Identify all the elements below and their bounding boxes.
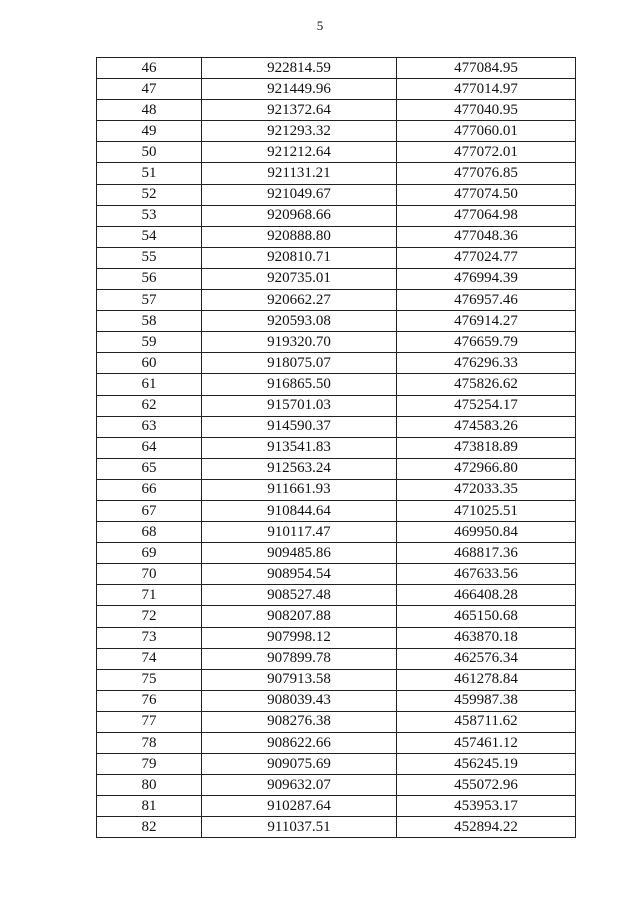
y-coordinate-cell: 476957.46 [397, 290, 576, 311]
table-row [97, 437, 576, 458]
coordinates-table [96, 57, 576, 838]
y-coordinate-cell: 477024.77 [397, 247, 576, 268]
x-coordinate-cell: 921372.64 [202, 100, 397, 121]
x-coordinate-cell: 920888.80 [202, 226, 397, 247]
coordinates-table-body [97, 58, 576, 838]
y-coordinate-cell: 463870.18 [397, 627, 576, 648]
table-row [97, 163, 576, 184]
table-row [97, 690, 576, 711]
table-row [97, 458, 576, 479]
point-number-cell: 73 [97, 627, 202, 648]
x-coordinate-cell: 920735.01 [202, 268, 397, 289]
point-number-cell: 48 [97, 100, 202, 121]
table-row [97, 754, 576, 775]
table-row [97, 543, 576, 564]
point-number-cell: 52 [97, 184, 202, 205]
x-coordinate-cell: 908622.66 [202, 733, 397, 754]
x-coordinate-cell: 907998.12 [202, 627, 397, 648]
table-row [97, 142, 576, 163]
point-number-cell: 47 [97, 79, 202, 100]
point-number-cell: 69 [97, 543, 202, 564]
x-coordinate-cell: 910117.47 [202, 522, 397, 543]
x-coordinate-cell: 909075.69 [202, 754, 397, 775]
y-coordinate-cell: 477048.36 [397, 226, 576, 247]
point-number-cell: 74 [97, 648, 202, 669]
x-coordinate-cell: 910287.64 [202, 796, 397, 817]
x-coordinate-cell: 908039.43 [202, 690, 397, 711]
x-coordinate-cell: 910844.64 [202, 500, 397, 521]
table-row [97, 669, 576, 690]
table-row [97, 817, 576, 838]
point-number-cell: 54 [97, 226, 202, 247]
point-number-cell: 63 [97, 416, 202, 437]
y-coordinate-cell: 476914.27 [397, 311, 576, 332]
y-coordinate-cell: 474583.26 [397, 416, 576, 437]
table-row [97, 100, 576, 121]
x-coordinate-cell: 908954.54 [202, 564, 397, 585]
x-coordinate-cell: 913541.83 [202, 437, 397, 458]
y-coordinate-cell: 472966.80 [397, 458, 576, 479]
y-coordinate-cell: 469950.84 [397, 522, 576, 543]
x-coordinate-cell: 912563.24 [202, 458, 397, 479]
table-row [97, 416, 576, 437]
y-coordinate-cell: 477074.50 [397, 184, 576, 205]
y-coordinate-cell: 459987.38 [397, 690, 576, 711]
table-row [97, 796, 576, 817]
table-row [97, 290, 576, 311]
y-coordinate-cell: 461278.84 [397, 669, 576, 690]
table-row [97, 79, 576, 100]
table-row [97, 395, 576, 416]
x-coordinate-cell: 920593.08 [202, 311, 397, 332]
y-coordinate-cell: 473818.89 [397, 437, 576, 458]
point-number-cell: 50 [97, 142, 202, 163]
x-coordinate-cell: 908527.48 [202, 585, 397, 606]
point-number-cell: 49 [97, 121, 202, 142]
y-coordinate-cell: 467633.56 [397, 564, 576, 585]
table-row [97, 627, 576, 648]
x-coordinate-cell: 908276.38 [202, 711, 397, 732]
table-row [97, 606, 576, 627]
table-row [97, 226, 576, 247]
y-coordinate-cell: 455072.96 [397, 775, 576, 796]
x-coordinate-cell: 908207.88 [202, 606, 397, 627]
point-number-cell: 77 [97, 711, 202, 732]
point-number-cell: 56 [97, 268, 202, 289]
table-row [97, 585, 576, 606]
x-coordinate-cell: 921131.21 [202, 163, 397, 184]
page-number: 5 [316, 18, 324, 33]
y-coordinate-cell: 453953.17 [397, 796, 576, 817]
point-number-cell: 76 [97, 690, 202, 711]
table-row [97, 775, 576, 796]
x-coordinate-cell: 919320.70 [202, 332, 397, 353]
table-row [97, 500, 576, 521]
table-row [97, 733, 576, 754]
x-coordinate-cell: 922814.59 [202, 58, 397, 79]
point-number-cell: 79 [97, 754, 202, 775]
point-number-cell: 58 [97, 311, 202, 332]
x-coordinate-cell: 909632.07 [202, 775, 397, 796]
point-number-cell: 55 [97, 247, 202, 268]
point-number-cell: 64 [97, 437, 202, 458]
point-number-cell: 78 [97, 733, 202, 754]
point-number-cell: 61 [97, 374, 202, 395]
table-row [97, 121, 576, 142]
y-coordinate-cell: 475254.17 [397, 395, 576, 416]
x-coordinate-cell: 916865.50 [202, 374, 397, 395]
point-number-cell: 59 [97, 332, 202, 353]
y-coordinate-cell: 476296.33 [397, 353, 576, 374]
y-coordinate-cell: 471025.51 [397, 500, 576, 521]
point-number-cell: 71 [97, 585, 202, 606]
point-number-cell: 68 [97, 522, 202, 543]
y-coordinate-cell: 477084.95 [397, 58, 576, 79]
y-coordinate-cell: 465150.68 [397, 606, 576, 627]
x-coordinate-cell: 911037.51 [202, 817, 397, 838]
y-coordinate-cell: 477060.01 [397, 121, 576, 142]
x-coordinate-cell: 921449.96 [202, 79, 397, 100]
point-number-cell: 81 [97, 796, 202, 817]
x-coordinate-cell: 921212.64 [202, 142, 397, 163]
point-number-cell: 62 [97, 395, 202, 416]
point-number-cell: 51 [97, 163, 202, 184]
y-coordinate-cell: 466408.28 [397, 585, 576, 606]
table-row [97, 648, 576, 669]
y-coordinate-cell: 472033.35 [397, 479, 576, 500]
table-row [97, 184, 576, 205]
table-row [97, 522, 576, 543]
x-coordinate-cell: 918075.07 [202, 353, 397, 374]
table-row [97, 247, 576, 268]
y-coordinate-cell: 458711.62 [397, 711, 576, 732]
x-coordinate-cell: 915701.03 [202, 395, 397, 416]
y-coordinate-cell: 477040.95 [397, 100, 576, 121]
table-row [97, 268, 576, 289]
point-number-cell: 65 [97, 458, 202, 479]
table-row [97, 58, 576, 79]
table-row [97, 711, 576, 732]
y-coordinate-cell: 475826.62 [397, 374, 576, 395]
y-coordinate-cell: 468817.36 [397, 543, 576, 564]
y-coordinate-cell: 452894.22 [397, 817, 576, 838]
x-coordinate-cell: 921293.32 [202, 121, 397, 142]
x-coordinate-cell: 921049.67 [202, 184, 397, 205]
table-row [97, 353, 576, 374]
point-number-cell: 75 [97, 669, 202, 690]
x-coordinate-cell: 920968.66 [202, 205, 397, 226]
point-number-cell: 46 [97, 58, 202, 79]
point-number-cell: 72 [97, 606, 202, 627]
y-coordinate-cell: 476659.79 [397, 332, 576, 353]
y-coordinate-cell: 476994.39 [397, 268, 576, 289]
point-number-cell: 57 [97, 290, 202, 311]
y-coordinate-cell: 477072.01 [397, 142, 576, 163]
y-coordinate-cell: 462576.34 [397, 648, 576, 669]
x-coordinate-cell: 914590.37 [202, 416, 397, 437]
x-coordinate-cell: 911661.93 [202, 479, 397, 500]
table-row [97, 311, 576, 332]
x-coordinate-cell: 920810.71 [202, 247, 397, 268]
y-coordinate-cell: 456245.19 [397, 754, 576, 775]
table-row [97, 205, 576, 226]
x-coordinate-cell: 909485.86 [202, 543, 397, 564]
y-coordinate-cell: 457461.12 [397, 733, 576, 754]
x-coordinate-cell: 920662.27 [202, 290, 397, 311]
y-coordinate-cell: 477064.98 [397, 205, 576, 226]
y-coordinate-cell: 477014.97 [397, 79, 576, 100]
point-number-cell: 70 [97, 564, 202, 585]
x-coordinate-cell: 907913.58 [202, 669, 397, 690]
table-row [97, 564, 576, 585]
point-number-cell: 67 [97, 500, 202, 521]
point-number-cell: 53 [97, 205, 202, 226]
point-number-cell: 60 [97, 353, 202, 374]
table-row [97, 332, 576, 353]
table-row [97, 479, 576, 500]
table-row [97, 374, 576, 395]
point-number-cell: 82 [97, 817, 202, 838]
y-coordinate-cell: 477076.85 [397, 163, 576, 184]
point-number-cell: 66 [97, 479, 202, 500]
point-number-cell: 80 [97, 775, 202, 796]
x-coordinate-cell: 907899.78 [202, 648, 397, 669]
